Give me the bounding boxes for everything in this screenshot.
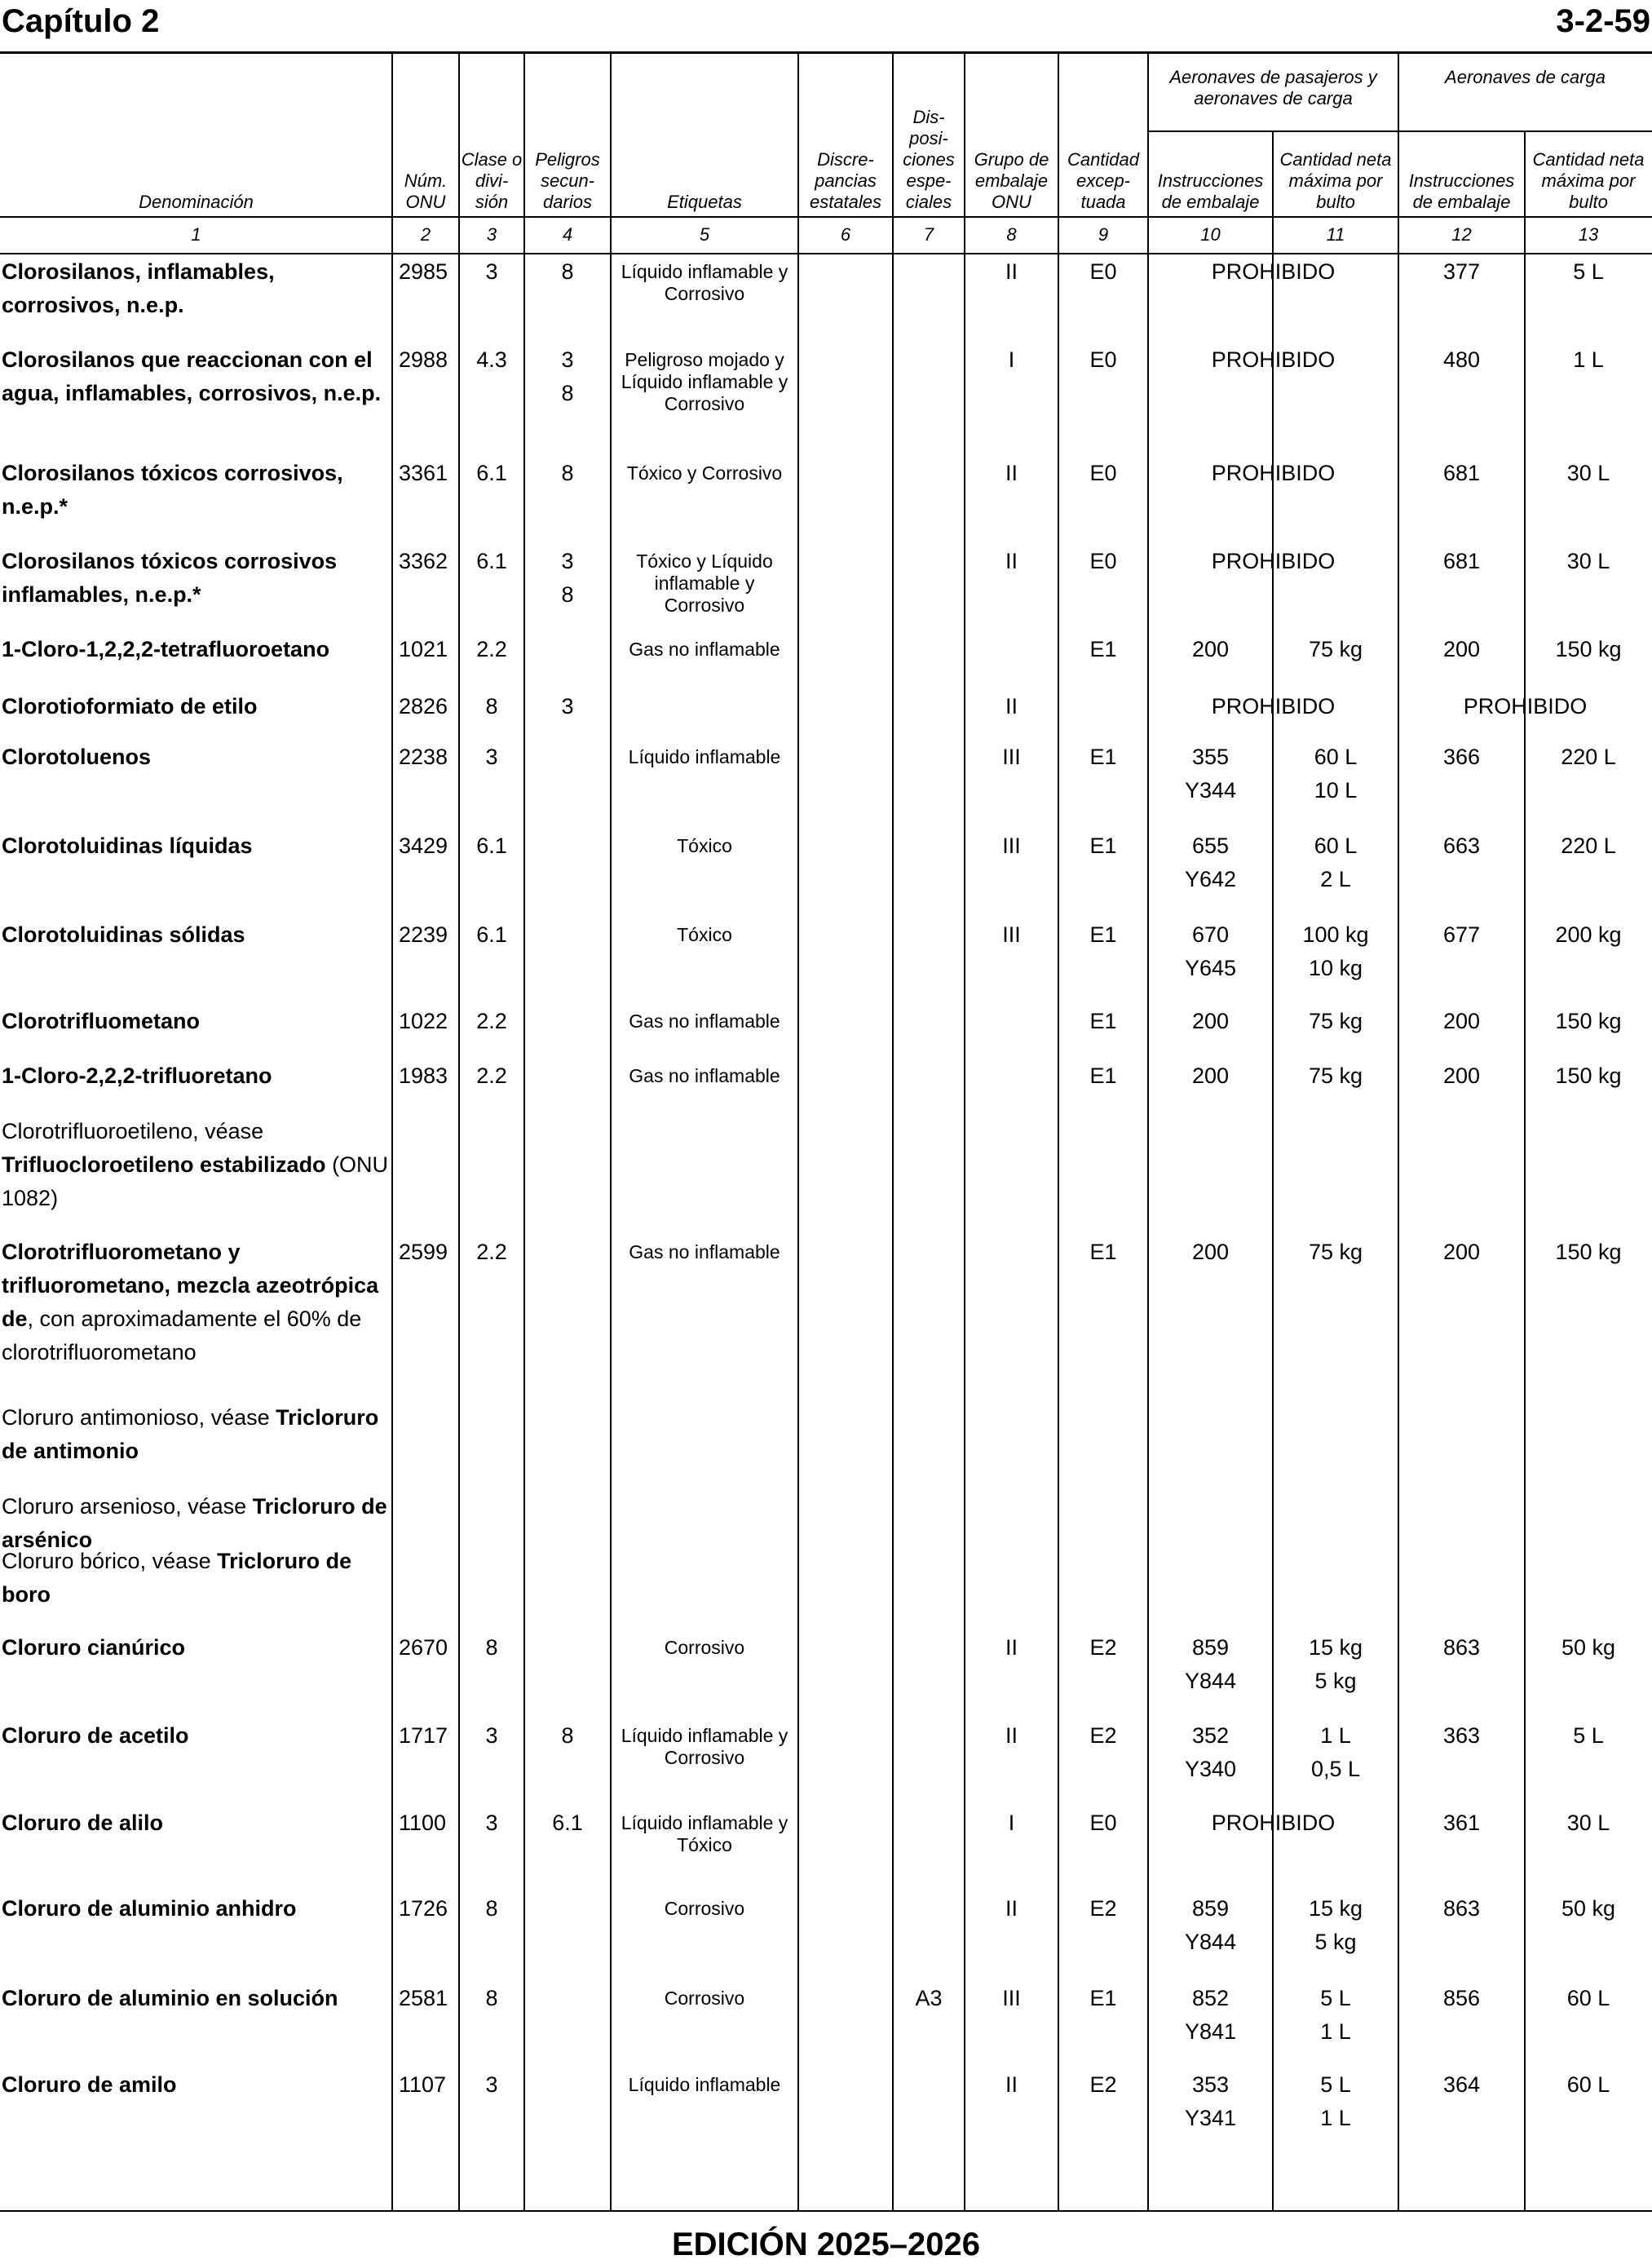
name-bold-text: Clorotoluenos — [2, 745, 151, 769]
excepted-quantity: E1 — [1089, 1009, 1117, 1033]
passenger-max-net-quantity: 100 kg 10 kg — [1302, 922, 1369, 980]
packing-group: II — [1005, 1635, 1018, 1660]
hazard-label: Tóxico — [677, 835, 732, 856]
cargo-packing-instruction: 856 — [1442, 1986, 1481, 2010]
excepted-quantity: E0 — [1089, 1811, 1117, 1835]
hazard-class: 2.2 — [476, 1240, 507, 1264]
column-number-cargo-instrucciones: 12 — [1451, 224, 1472, 245]
name-bold-text: Cloruro de amilo — [2, 2072, 177, 2097]
header-rule — [0, 216, 1652, 218]
cargo-packing-instruction: 677 — [1442, 922, 1481, 947]
un-number: 1107 — [399, 2072, 447, 2097]
passenger-prohibited: PROHIBIDO — [1211, 461, 1336, 485]
un-number: 2985 — [399, 259, 448, 284]
name-text: Cloruro bórico, véase — [2, 1549, 218, 1573]
hazard-class: 3 — [485, 1811, 498, 1835]
name-text: Cloruro antimonioso, véase — [2, 1405, 276, 1430]
excepted-quantity: E0 — [1089, 461, 1117, 485]
column-header-pax-cantidad: Cantidad neta máxima por bulto — [1279, 149, 1392, 212]
excepted-quantity: E1 — [1089, 637, 1117, 661]
cargo-max-net-quantity: 1 L — [1573, 347, 1604, 372]
hazard-label: Líquido inflamable — [628, 2074, 781, 2095]
hazard-class: 4.3 — [476, 347, 507, 372]
name-bold-text: Cloruro de aluminio anhidro — [2, 1896, 297, 1921]
cargo-packing-instruction: 681 — [1442, 549, 1481, 573]
cargo-packing-instruction: 200 — [1442, 1063, 1481, 1088]
column-rule — [391, 54, 393, 2210]
cargo-packing-instruction: 200 — [1442, 1240, 1481, 1264]
column-header-num-onu: Núm. ONU — [404, 170, 448, 212]
cargo-max-net-quantity: 60 L — [1566, 1986, 1610, 2010]
substance-name — [2, 690, 389, 723]
cargo-packing-instruction: 200 — [1442, 637, 1481, 661]
passenger-max-net-quantity: 60 L 10 L — [1314, 745, 1358, 803]
hazard-class: 8 — [485, 1896, 498, 1921]
packing-group: II — [1005, 1723, 1018, 1748]
hazard-label: Gas no inflamable — [629, 1065, 780, 1086]
un-number: 1021 — [399, 637, 448, 661]
passenger-prohibited: PROHIBIDO — [1211, 347, 1336, 372]
hazard-class: 8 — [485, 1635, 498, 1660]
un-number: 1717 — [399, 1723, 448, 1748]
substance-name — [2, 457, 389, 524]
cargo-max-net-quantity: 50 kg — [1561, 1896, 1616, 1921]
cargo-packing-instruction: 863 — [1442, 1635, 1481, 1660]
hazard-class: 3 — [485, 745, 498, 769]
excepted-quantity: E0 — [1089, 347, 1117, 372]
hazard-class: 6.1 — [476, 549, 507, 573]
cargo-max-net-quantity: 150 kg — [1555, 1009, 1622, 1033]
cargo-max-net-quantity: 150 kg — [1555, 1063, 1622, 1088]
passenger-packing-instruction: 352 Y340 — [1184, 1723, 1237, 1781]
passenger-max-net-quantity: 5 L 1 L — [1320, 2072, 1351, 2130]
column-rule — [523, 54, 525, 2210]
packing-group: II — [1005, 259, 1018, 284]
column-number-num-onu: 2 — [420, 224, 431, 245]
hazard-class: 3 — [485, 259, 498, 284]
hazard-label: Gas no inflamable — [629, 1010, 780, 1032]
packing-group: II — [1005, 2072, 1018, 2097]
name-text: Clorotrifluoroetileno, véase — [2, 1119, 264, 1143]
hazard-label: Tóxico y Corrosivo — [626, 462, 783, 484]
packing-group: III — [1002, 745, 1021, 769]
column-number-pax-instrucciones: 10 — [1200, 224, 1221, 245]
hazard-label: Líquido inflamable y Corrosivo — [621, 1725, 788, 1768]
cargo-max-net-quantity: 5 L — [1573, 1723, 1604, 1748]
cargo-max-net-quantity: 150 kg — [1555, 1240, 1622, 1264]
edition-footer: EDICIÓN 2025–2026 — [671, 2226, 980, 2262]
cargo-prohibited: PROHIBIDO — [1463, 694, 1588, 719]
substance-name — [2, 1236, 389, 1369]
excepted-quantity: E2 — [1089, 2072, 1117, 2097]
column-rule — [797, 54, 799, 2210]
packing-group: II — [1005, 1896, 1018, 1921]
column-header-clase: Clase o divi- sión — [461, 149, 523, 212]
passenger-max-net-quantity: 5 L 1 L — [1320, 1986, 1351, 2044]
passenger-packing-instruction: 200 — [1191, 637, 1230, 661]
column-number-discrepancias: 6 — [840, 224, 851, 245]
subsidiary-hazard: 8 — [561, 461, 574, 485]
passenger-max-net-quantity: 75 kg — [1308, 1240, 1363, 1264]
column-number-rule — [0, 253, 1652, 254]
packing-group: II — [1005, 549, 1018, 573]
substance-name — [2, 918, 389, 952]
hazard-label: Gas no inflamable — [629, 1241, 780, 1262]
packing-group: III — [1002, 1986, 1021, 2010]
name-text: , con aproximadamente el 60% de clorotrifluorometano — [2, 1307, 362, 1364]
un-number: 2238 — [399, 745, 448, 769]
excepted-quantity: E1 — [1089, 922, 1117, 947]
substance-name — [2, 2068, 389, 2102]
hazard-class: 6.1 — [476, 922, 507, 947]
column-number-pax-cantidad: 11 — [1326, 224, 1345, 245]
column-header-grupo-embalaje: Grupo de embalaje ONU — [974, 149, 1049, 212]
subsidiary-hazard: 8 — [561, 259, 574, 284]
column-header-cargo-instrucciones: Instrucciones de embalaje — [1408, 170, 1515, 212]
hazard-label: Corrosivo — [664, 1637, 745, 1658]
passenger-prohibited: PROHIBIDO — [1211, 259, 1336, 284]
packing-group: II — [1005, 694, 1018, 719]
name-bold-text: Trifluocloroetileno estabilizado — [2, 1152, 326, 1177]
excepted-quantity: E1 — [1089, 1986, 1117, 2010]
hazard-class: 2.2 — [476, 1009, 507, 1033]
excepted-quantity: E1 — [1089, 834, 1117, 858]
un-number: 2670 — [399, 1635, 448, 1660]
substance-name — [2, 1401, 389, 1468]
cargo-packing-instruction: 200 — [1442, 1009, 1481, 1033]
subsidiary-hazard: 3 — [561, 694, 574, 719]
subsidiary-hazard: 3 8 — [561, 347, 574, 405]
cargo-packing-instruction: 363 — [1442, 1723, 1481, 1748]
name-bold-text: 1-Cloro-1,2,2,2-tetrafluoroetano — [2, 637, 330, 661]
column-rule — [964, 54, 965, 2210]
column-header-disposiciones: Dis- posi- ciones espe- ciales — [903, 107, 955, 212]
cargo-packing-instruction: 681 — [1442, 461, 1481, 485]
cargo-max-net-quantity: 30 L — [1566, 1811, 1610, 1835]
substance-name — [2, 1631, 389, 1665]
passenger-max-net-quantity: 75 kg — [1308, 637, 1363, 661]
passenger-packing-instruction: 859 Y844 — [1184, 1896, 1237, 1954]
column-rule — [892, 54, 894, 2210]
excepted-quantity: E2 — [1089, 1723, 1117, 1748]
substance-name — [2, 1115, 389, 1215]
passenger-max-net-quantity: 75 kg — [1308, 1063, 1363, 1088]
name-bold-text: Cloruro de acetilo — [2, 1723, 189, 1748]
passenger-packing-instruction: 200 — [1191, 1063, 1230, 1088]
un-number: 1022 — [399, 1009, 448, 1033]
column-header-peligros-secundarios: Peligros secun- darios — [535, 149, 600, 212]
cargo-aircraft-group-header: Aeronaves de carga — [1445, 67, 1606, 87]
cargo-packing-instruction: 364 — [1442, 2072, 1481, 2097]
name-bold-text: Tricloruro de antimonio — [2, 1405, 379, 1463]
column-number-grupo-embalaje: 8 — [1006, 224, 1017, 245]
hazard-class: 6.1 — [476, 461, 507, 485]
un-number: 1726 — [399, 1896, 448, 1921]
un-number: 3429 — [399, 834, 448, 858]
name-bold-text: Clorosilanos tóxicos corrosivos, n.e.p.* — [2, 461, 343, 519]
column-header-denominacion: Denominación — [139, 192, 254, 212]
passenger-packing-instruction: 355 Y344 — [1184, 745, 1237, 803]
excepted-quantity: E1 — [1089, 1063, 1117, 1088]
passenger-prohibited: PROHIBIDO — [1211, 694, 1336, 719]
un-number: 3361 — [399, 461, 448, 485]
cargo-max-net-quantity: 220 L — [1561, 834, 1616, 858]
hazard-class: 3 — [485, 1723, 498, 1748]
un-number: 2826 — [399, 694, 448, 719]
substance-name — [2, 255, 389, 322]
name-bold-text: Tricloruro de boro — [2, 1549, 352, 1607]
name-bold-text: Clorotoluidinas líquidas — [2, 834, 253, 858]
subsidiary-hazard: 8 — [561, 1723, 574, 1748]
cargo-max-net-quantity: 220 L — [1561, 745, 1616, 769]
excepted-quantity: E2 — [1089, 1635, 1117, 1660]
packing-group: I — [1008, 1811, 1015, 1835]
column-rule — [1147, 54, 1149, 2210]
column-rule — [458, 54, 460, 2210]
subsidiary-hazard: 3 8 — [561, 549, 574, 607]
column-header-discrepancias: Discre- pancias estatales — [809, 149, 882, 212]
page-reference: 3-2-59 — [1556, 3, 1650, 39]
hazard-label: Tóxico y Líquido inflamable y Corrosivo — [636, 551, 773, 616]
hazard-label: Tóxico — [677, 924, 732, 945]
substance-name — [2, 1005, 389, 1038]
hazard-label: Líquido inflamable y Tóxico — [621, 1812, 788, 1855]
substance-name — [2, 1806, 389, 1840]
passenger-max-net-quantity: 15 kg 5 kg — [1308, 1896, 1363, 1954]
passenger-packing-instruction: 655 Y642 — [1184, 834, 1237, 891]
substance-name — [2, 1719, 389, 1753]
bottom-rule — [0, 2210, 1652, 2212]
name-bold-text: Cloruro cianúrico — [2, 1635, 186, 1660]
passenger-aircraft-group-header: Aeronaves de pasajeros y aeronaves de carga — [1169, 67, 1377, 108]
name-bold-text: Clorosilanos tóxicos corrosivos inflamables, n.e.p.* — [2, 549, 338, 607]
name-bold-text: Clorotrifluometano — [2, 1009, 200, 1033]
column-number-disposiciones: 7 — [923, 224, 934, 245]
cargo-max-net-quantity: 30 L — [1566, 549, 1610, 573]
column-header-cantidad-exceptuada: Cantidad excep- tuada — [1067, 149, 1140, 212]
passenger-packing-instruction: 852 Y841 — [1184, 1986, 1237, 2044]
cargo-packing-instruction: 361 — [1442, 1811, 1481, 1835]
un-number: 3362 — [399, 549, 448, 573]
name-text: (ONU 1082) — [2, 1152, 389, 1210]
column-number-clase: 3 — [486, 224, 497, 245]
passenger-packing-instruction: 200 — [1191, 1240, 1230, 1264]
cargo-packing-instruction: 377 — [1442, 259, 1481, 284]
passenger-packing-instruction: 200 — [1191, 1009, 1230, 1033]
packing-group: II — [1005, 461, 1018, 485]
hazard-label: Gas no inflamable — [629, 639, 780, 660]
column-header-pax-instrucciones: Instrucciones de embalaje — [1157, 170, 1264, 212]
hazard-label: Corrosivo — [664, 1988, 745, 2009]
un-number: 2581 — [399, 1986, 448, 2010]
special-provision: A3 — [915, 1986, 943, 2010]
substance-name — [2, 545, 389, 612]
un-number: 2988 — [399, 347, 448, 372]
cargo-max-net-quantity: 30 L — [1566, 461, 1610, 485]
substance-name — [2, 343, 389, 410]
cargo-max-net-quantity: 200 kg — [1555, 922, 1622, 947]
name-bold-text: Clorotrifluorometano y trifluorometano, mezcla azeotrópica de — [2, 1240, 379, 1331]
hazard-label: Peligroso mojado y Líquido inflamable y Corrosivo — [621, 349, 788, 414]
cargo-packing-instruction: 480 — [1442, 347, 1481, 372]
hazard-class: 8 — [485, 694, 498, 719]
column-rule — [1058, 54, 1059, 2210]
substance-name — [2, 1892, 389, 1926]
column-header-cargo-cantidad: Cantidad neta máxima por bulto — [1532, 149, 1645, 212]
hazard-class: 2.2 — [476, 1063, 507, 1088]
excepted-quantity: E0 — [1089, 259, 1117, 284]
column-header-etiquetas: Etiquetas — [667, 192, 742, 212]
chapter-title: Capítulo 2 — [2, 3, 160, 39]
name-bold-text: Cloruro de alilo — [2, 1811, 164, 1835]
substance-name — [2, 1545, 389, 1612]
un-number: 1100 — [399, 1811, 447, 1835]
substance-name — [2, 1059, 389, 1093]
subsidiary-hazard: 6.1 — [552, 1811, 583, 1835]
column-number-etiquetas: 5 — [699, 224, 710, 245]
passenger-max-net-quantity: 60 L 2 L — [1314, 834, 1358, 891]
cargo-max-net-quantity: 60 L — [1566, 2072, 1610, 2097]
passenger-max-net-quantity: 75 kg — [1308, 1009, 1363, 1033]
cargo-packing-instruction: 663 — [1442, 834, 1481, 858]
excepted-quantity: E2 — [1089, 1896, 1117, 1921]
column-number-cantidad-exceptuada: 9 — [1098, 224, 1109, 245]
name-bold-text: Clorosilanos que reaccionan con el agua, inflamables, corrosivos, n.e.p. — [2, 347, 382, 405]
substance-name — [2, 1982, 389, 2015]
hazard-class: 3 — [485, 2072, 498, 2097]
un-number: 1983 — [399, 1063, 448, 1088]
packing-group: III — [1002, 922, 1021, 947]
hazard-class: 6.1 — [476, 834, 507, 858]
cargo-packing-instruction: 366 — [1442, 745, 1481, 769]
column-number-cargo-cantidad: 13 — [1578, 224, 1599, 245]
name-bold-text: Cloruro de aluminio en solución — [2, 1986, 338, 2010]
un-number: 2239 — [399, 922, 448, 947]
substance-name — [2, 741, 389, 774]
hazard-class: 8 — [485, 1986, 498, 2010]
name-bold-text: Tricloruro de arsénico — [2, 1494, 387, 1552]
name-bold-text: Clorotioformiato de etilo — [2, 694, 258, 719]
passenger-max-net-quantity: 15 kg 5 kg — [1308, 1635, 1363, 1693]
hazard-class: 2.2 — [476, 637, 507, 661]
passenger-packing-instruction: 353 Y341 — [1184, 2072, 1237, 2130]
name-text: Cloruro arsenioso, véase — [2, 1494, 253, 1519]
hazard-label: Líquido inflamable y Corrosivo — [621, 261, 788, 304]
packing-group: I — [1008, 347, 1015, 372]
hazard-label: Corrosivo — [664, 1898, 745, 1919]
name-bold-text: 1-Cloro-2,2,2-trifluoretano — [2, 1063, 272, 1088]
cargo-packing-instruction: 863 — [1442, 1896, 1481, 1921]
cargo-max-net-quantity: 50 kg — [1561, 1635, 1616, 1660]
un-number: 2599 — [399, 1240, 448, 1264]
packing-group: III — [1002, 834, 1021, 858]
passenger-packing-instruction: 670 Y645 — [1184, 922, 1237, 980]
passenger-packing-instruction: 859 Y844 — [1184, 1635, 1237, 1693]
passenger-max-net-quantity: 1 L 0,5 L — [1310, 1723, 1361, 1781]
cargo-max-net-quantity: 5 L — [1573, 259, 1604, 284]
column-number-denominacion: 1 — [191, 224, 201, 245]
excepted-quantity: E1 — [1089, 745, 1117, 769]
substance-name — [2, 633, 389, 666]
excepted-quantity: E1 — [1089, 1240, 1117, 1264]
hazard-label: Líquido inflamable — [628, 746, 781, 767]
column-rule — [1398, 54, 1399, 2210]
passenger-prohibited: PROHIBIDO — [1211, 549, 1336, 573]
name-bold-text: Clorotoluidinas sólidas — [2, 922, 245, 947]
excepted-quantity: E0 — [1089, 549, 1117, 573]
name-bold-text: Clorosilanos, inflamables, corrosivos, n.e.p. — [2, 259, 275, 317]
substance-name — [2, 829, 389, 863]
passenger-prohibited: PROHIBIDO — [1211, 1811, 1336, 1835]
cargo-max-net-quantity: 150 kg — [1555, 637, 1622, 661]
column-rule — [610, 54, 612, 2210]
column-number-peligros-secundarios: 4 — [562, 224, 573, 245]
